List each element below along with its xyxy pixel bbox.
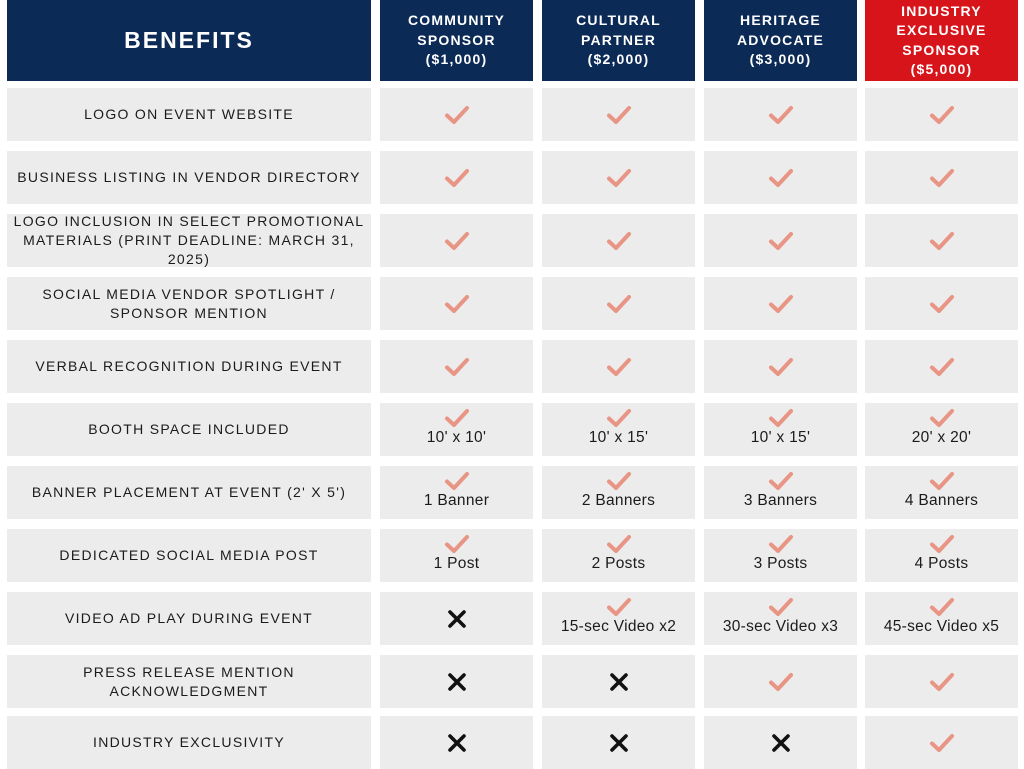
benefit-cell-industry [865, 340, 1018, 393]
check-icon [929, 533, 955, 555]
tier-header-line: HERITAGE [740, 12, 821, 29]
benefit-label [7, 466, 371, 519]
benefit-cell-cultural [542, 151, 695, 204]
benefit-cell-industry [865, 277, 1018, 330]
benefit-label-line: MATERIALS (PRINT DEADLINE: MARCH 31, 2025) [23, 232, 355, 267]
benefit-cell-heritage [704, 403, 857, 456]
benefit-cell-industry [865, 716, 1018, 769]
check-icon [606, 356, 632, 378]
check-icon [768, 407, 794, 429]
check-icon [606, 167, 632, 189]
tier-header-line: INDUSTRY [901, 2, 982, 19]
benefit-detail: 1 Post [433, 555, 480, 572]
tier-header-community [380, 0, 533, 81]
benefit-detail: 4 Posts [914, 555, 969, 572]
tier-header-line: ($5,000) [910, 61, 973, 77]
benefit-label-line: VERBAL RECOGNITION DURING EVENT [35, 358, 343, 374]
x-icon [444, 732, 470, 754]
benefit-detail: 30-sec Video x3 [722, 618, 839, 635]
benefit-label [7, 88, 371, 141]
benefit-label [7, 277, 371, 330]
benefit-cell-cultural [542, 88, 695, 141]
check-icon [606, 293, 632, 315]
benefit-label-line: BUSINESS LISTING IN VENDOR DIRECTORY [17, 169, 361, 185]
tier-header-industry [865, 0, 1018, 81]
benefit-detail: 3 Banners [743, 492, 818, 509]
benefit-cell-cultural [542, 529, 695, 582]
benefit-cell-heritage [704, 716, 857, 769]
benefit-detail: 15-sec Video x2 [560, 618, 677, 635]
check-icon [929, 356, 955, 378]
benefit-cell-community [380, 214, 533, 267]
benefit-label-line: PRESS RELEASE MENTION ACKNOWLEDGMENT [83, 663, 295, 699]
check-icon [606, 596, 632, 618]
benefit-detail: 4 Banners [904, 492, 979, 509]
benefit-label-line: VIDEO AD PLAY DURING EVENT [64, 610, 313, 626]
check-icon [929, 407, 955, 429]
check-icon [929, 167, 955, 189]
check-icon [444, 407, 470, 429]
benefits-header [7, 0, 371, 81]
check-icon [444, 167, 470, 189]
benefit-label-line: DEDICATED SOCIAL MEDIA POST [59, 547, 319, 563]
check-icon [929, 470, 955, 492]
benefit-cell-cultural [542, 340, 695, 393]
tier-header-line: ($2,000) [587, 51, 650, 68]
check-icon [606, 533, 632, 555]
benefit-detail: 2 Banners [581, 492, 656, 509]
benefit-label-line: SOCIAL MEDIA VENDOR SPOTLIGHT / [42, 285, 336, 302]
benefit-cell-heritage [704, 214, 857, 267]
benefit-cell-industry [865, 655, 1018, 708]
tier-header-line: ($3,000) [749, 51, 812, 68]
x-icon [444, 608, 470, 630]
benefit-cell-industry [865, 529, 1018, 582]
tier-header-heritage [704, 0, 857, 81]
check-icon [444, 293, 470, 315]
check-icon [606, 407, 632, 429]
benefit-label [7, 716, 371, 769]
tier-header-line: ($1,000) [425, 51, 488, 68]
benefit-detail: 2 Posts [591, 555, 646, 572]
check-icon [768, 533, 794, 555]
check-icon [768, 596, 794, 618]
check-icon [606, 104, 632, 126]
benefit-cell-community [380, 592, 533, 645]
benefit-label-line: LOGO ON EVENT WEBSITE [84, 106, 294, 122]
benefit-cell-community [380, 88, 533, 141]
x-icon [606, 671, 632, 693]
benefit-label-line: LOGO INCLUSION IN SELECT PROMOTIONAL [13, 213, 365, 229]
tier-header-line: COMMUNITY [407, 12, 506, 29]
check-icon [768, 470, 794, 492]
benefit-cell-cultural [542, 655, 695, 708]
benefit-cell-heritage [704, 340, 857, 393]
check-icon [929, 596, 955, 618]
benefit-cell-heritage [704, 151, 857, 204]
benefit-cell-heritage [704, 466, 857, 519]
benefit-cell-community [380, 277, 533, 330]
benefit-cell-industry [865, 88, 1018, 141]
benefit-detail: 10' x 15' [588, 429, 649, 446]
check-icon [929, 671, 955, 693]
tier-header-line: SPONSOR [417, 31, 496, 48]
benefit-label [7, 655, 371, 708]
benefit-label-line: SPONSOR MENTION [110, 304, 268, 321]
check-icon [444, 470, 470, 492]
benefit-label [7, 340, 371, 393]
benefit-cell-community [380, 655, 533, 708]
benefit-cell-heritage [704, 592, 857, 645]
benefit-detail: 10' x 15' [750, 429, 811, 446]
benefit-detail: 45-sec Video x5 [883, 618, 1000, 635]
benefit-cell-cultural [542, 403, 695, 456]
x-icon [606, 732, 632, 754]
benefit-cell-industry [865, 214, 1018, 267]
benefit-cell-cultural [542, 466, 695, 519]
check-icon [929, 230, 955, 252]
benefit-cell-community [380, 340, 533, 393]
check-icon [768, 356, 794, 378]
check-icon [606, 470, 632, 492]
check-icon [444, 356, 470, 378]
benefit-cell-community [380, 716, 533, 769]
benefit-label-line: INDUSTRY EXCLUSIVITY [93, 734, 285, 750]
benefit-cell-cultural [542, 277, 695, 330]
benefit-cell-cultural [542, 716, 695, 769]
benefit-cell-industry [865, 403, 1018, 456]
benefit-detail: 3 Posts [753, 555, 808, 572]
benefit-detail: 20' x 20' [911, 429, 972, 446]
tier-header-line: CULTURAL [576, 12, 661, 29]
benefit-cell-heritage [704, 655, 857, 708]
benefit-cell-industry [865, 592, 1018, 645]
tier-header-line: SPONSOR [902, 41, 981, 58]
check-icon [929, 732, 955, 754]
benefit-cell-heritage [704, 88, 857, 141]
benefit-cell-cultural [542, 214, 695, 267]
tier-header-line: EXCLUSIVE [896, 22, 987, 38]
benefit-label [7, 151, 371, 204]
benefit-cell-heritage [704, 529, 857, 582]
check-icon [768, 671, 794, 693]
check-icon [444, 104, 470, 126]
benefit-label [7, 214, 371, 267]
check-icon [444, 533, 470, 555]
tier-header-line: PARTNER [580, 31, 657, 48]
benefit-label [7, 529, 371, 582]
benefit-cell-industry [865, 151, 1018, 204]
x-icon [768, 732, 794, 754]
x-icon [444, 671, 470, 693]
benefit-cell-cultural [542, 592, 695, 645]
check-icon [768, 293, 794, 315]
check-icon [606, 230, 632, 252]
benefit-cell-heritage [704, 277, 857, 330]
benefits-title: BENEFITS [124, 27, 254, 53]
check-icon [929, 104, 955, 126]
benefit-cell-industry [865, 466, 1018, 519]
check-icon [768, 230, 794, 252]
benefit-cell-community [380, 151, 533, 204]
benefit-cell-community [380, 529, 533, 582]
benefit-cell-community [380, 466, 533, 519]
check-icon [444, 230, 470, 252]
check-icon [929, 293, 955, 315]
benefit-label [7, 403, 371, 456]
tier-header-cultural [542, 0, 695, 81]
benefit-label-line: BANNER PLACEMENT AT EVENT (2' X 5') [31, 484, 347, 500]
benefit-cell-community [380, 403, 533, 456]
benefit-detail: 10' x 10' [426, 429, 487, 446]
benefit-detail: 1 Banner [423, 492, 490, 509]
benefit-label [7, 592, 371, 645]
check-icon [768, 104, 794, 126]
tier-header-line: ADVOCATE [736, 31, 825, 48]
benefit-label-line: BOOTH SPACE INCLUDED [88, 421, 290, 437]
check-icon [768, 167, 794, 189]
